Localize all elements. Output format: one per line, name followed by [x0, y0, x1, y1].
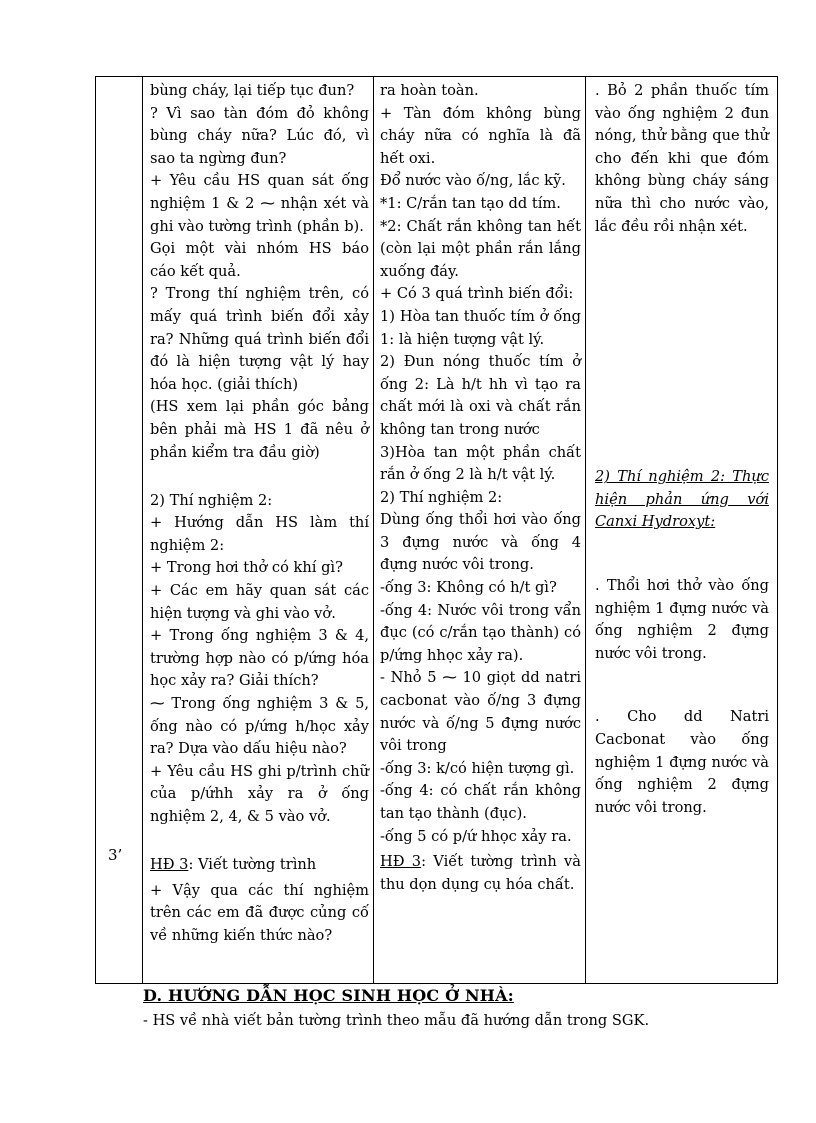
teacher-activity-cell [143, 77, 374, 984]
content-experiment-2-title: 2) Thí nghiệm 2: Thực hiện phản ứng với Canxi Hydroxyt: [595, 468, 769, 531]
content-cell [586, 77, 778, 984]
teacher-block-2: 2) Thí nghiệm 2: + Hướng dẫn HS làm thí nghiệm 2: + Trong hơi thở có khí gì? + Các em hãy quan sát các hiện tượng và ghi vào vở. + Trong ống nghiệm 3 & 4, trường hợp nào có p/ứng hóa học xảy ra? Giải thích? ⁓ Trong ống nghiệm 3 & 5, ống nào có p/ứng h/học xảy ra? Dựa vào dấu hiệu nào? + Yêu cầu HS ghi p/trình chữ của p/ứhh xảy ra ở ống nghiệm 2, 4, & 5 vào vở. [150, 491, 369, 825]
student-hd3-label: HĐ 3 [380, 853, 422, 871]
teacher-hd3-rest: : Viết tường trình [188, 856, 317, 874]
student-hd3-rest: : Viết tường trình và thu dọn dụng cụ hóa chất. [380, 853, 582, 893]
teacher-block-3: + Vậy qua các thí nghiệm trên các em đã được củng cố về những kiến thức nào? [150, 881, 369, 944]
teacher-block-1: bùng cháy, lại tiếp tục đun? ? Vì sao tàn đóm đỏ không bùng cháy nữa? Lúc đó, vì sao ta ngừng đun? + Yêu cầu HS quan sát ống nghiệm 1 & 2 ⁓ nhận xét và ghi vào tường trình (phần b). Gọi một vài nhóm HS báo cáo kết quả. ? Trong thí nghiệm trên, có mấy quá trình biến đổi xảy ra? Những quá trình biến đổi đó là hiện tượng vật lý hay hóa học. (giải thích) (HS xem lại phần góc bảng bên phải mà HS 1 đã nêu ở phần kiểm tra đầu giờ) [150, 82, 369, 461]
student-hd3-heading [374, 848, 585, 896]
content-block-1: . Bỏ 2 phần thuốc tím vào ống nghiệm 2 đun nóng, thử bằng que thử cho đến khi que đóm không bùng cháy sáng nữa thì cho nước vào, lắc đều rồi nhận xét. [595, 82, 769, 235]
content-block-3: . Cho dd Natri Cacbonat vào ống nghiệm 1 đựng nước và ống nghiệm 2 đựng nước vôi trong. [595, 708, 769, 816]
teacher-hd3-heading [143, 851, 373, 877]
student-activity-cell [374, 77, 586, 984]
table-row [96, 77, 778, 984]
time-cell [96, 77, 143, 984]
homework-heading: D. HƯỚNG DẪN HỌC SINH HỌC Ở NHÀ: [143, 986, 514, 1005]
lesson-table [95, 76, 778, 984]
homework-text: - HS về nhà viết bản tường trình theo mẫu đã hướng dẫn trong SGK. [143, 1012, 650, 1029]
time-label: 3’ [108, 846, 123, 864]
student-block-1: ra hoàn toàn. + Tàn đóm không bùng cháy nữa có nghĩa là đã hết oxi. Đổ nước vào ố/ng, lắc kỹ. *1: C/rắn tan tạo dd tím. *2: Chất rắn không tan hết (còn lại một phần rắn lắng xuống đáy. + Có 3 quá trình biến đổi: 1) Hòa tan thuốc tím ở ống 1: là hiện tượng vật lý. 2) Đun nóng thuốc tím ở ống 2: Là h/t hh vì tạo ra chất mới là oxi và chất rắn không tan trong nước 3)Hòa tan một phần chất rắn ở ống 2 là h/t vật lý. 2) Thí nghiệm 2: Dùng ống thổi hơi vào ống 3 đựng nước và ống 4 đựng nước vôi trong. -ống 3: Không có h/t gì? -ống 4: Nước vôi trong vẩn đục (có c/rắn tạo thành) có p/ứng hhọc xảy ra). - Nhỏ 5 ⁓ 10 giọt dd natri cacbonat vào ố/ng 3 đựng nước và ố/ng 5 đựng nước vôi trong -ống 3: k/có hiện tượng gì. -ống 4: có chất rắn không tan tạo thành (đục). -ống 5 có p/ứ hhọc xảy ra. [380, 82, 581, 845]
teacher-hd3-label: HĐ 3 [150, 856, 189, 874]
content-block-2: . Thổi hơi thở vào ống nghiệm 1 đựng nước và ống nghiệm 2 đựng nước vôi trong. [595, 576, 769, 662]
